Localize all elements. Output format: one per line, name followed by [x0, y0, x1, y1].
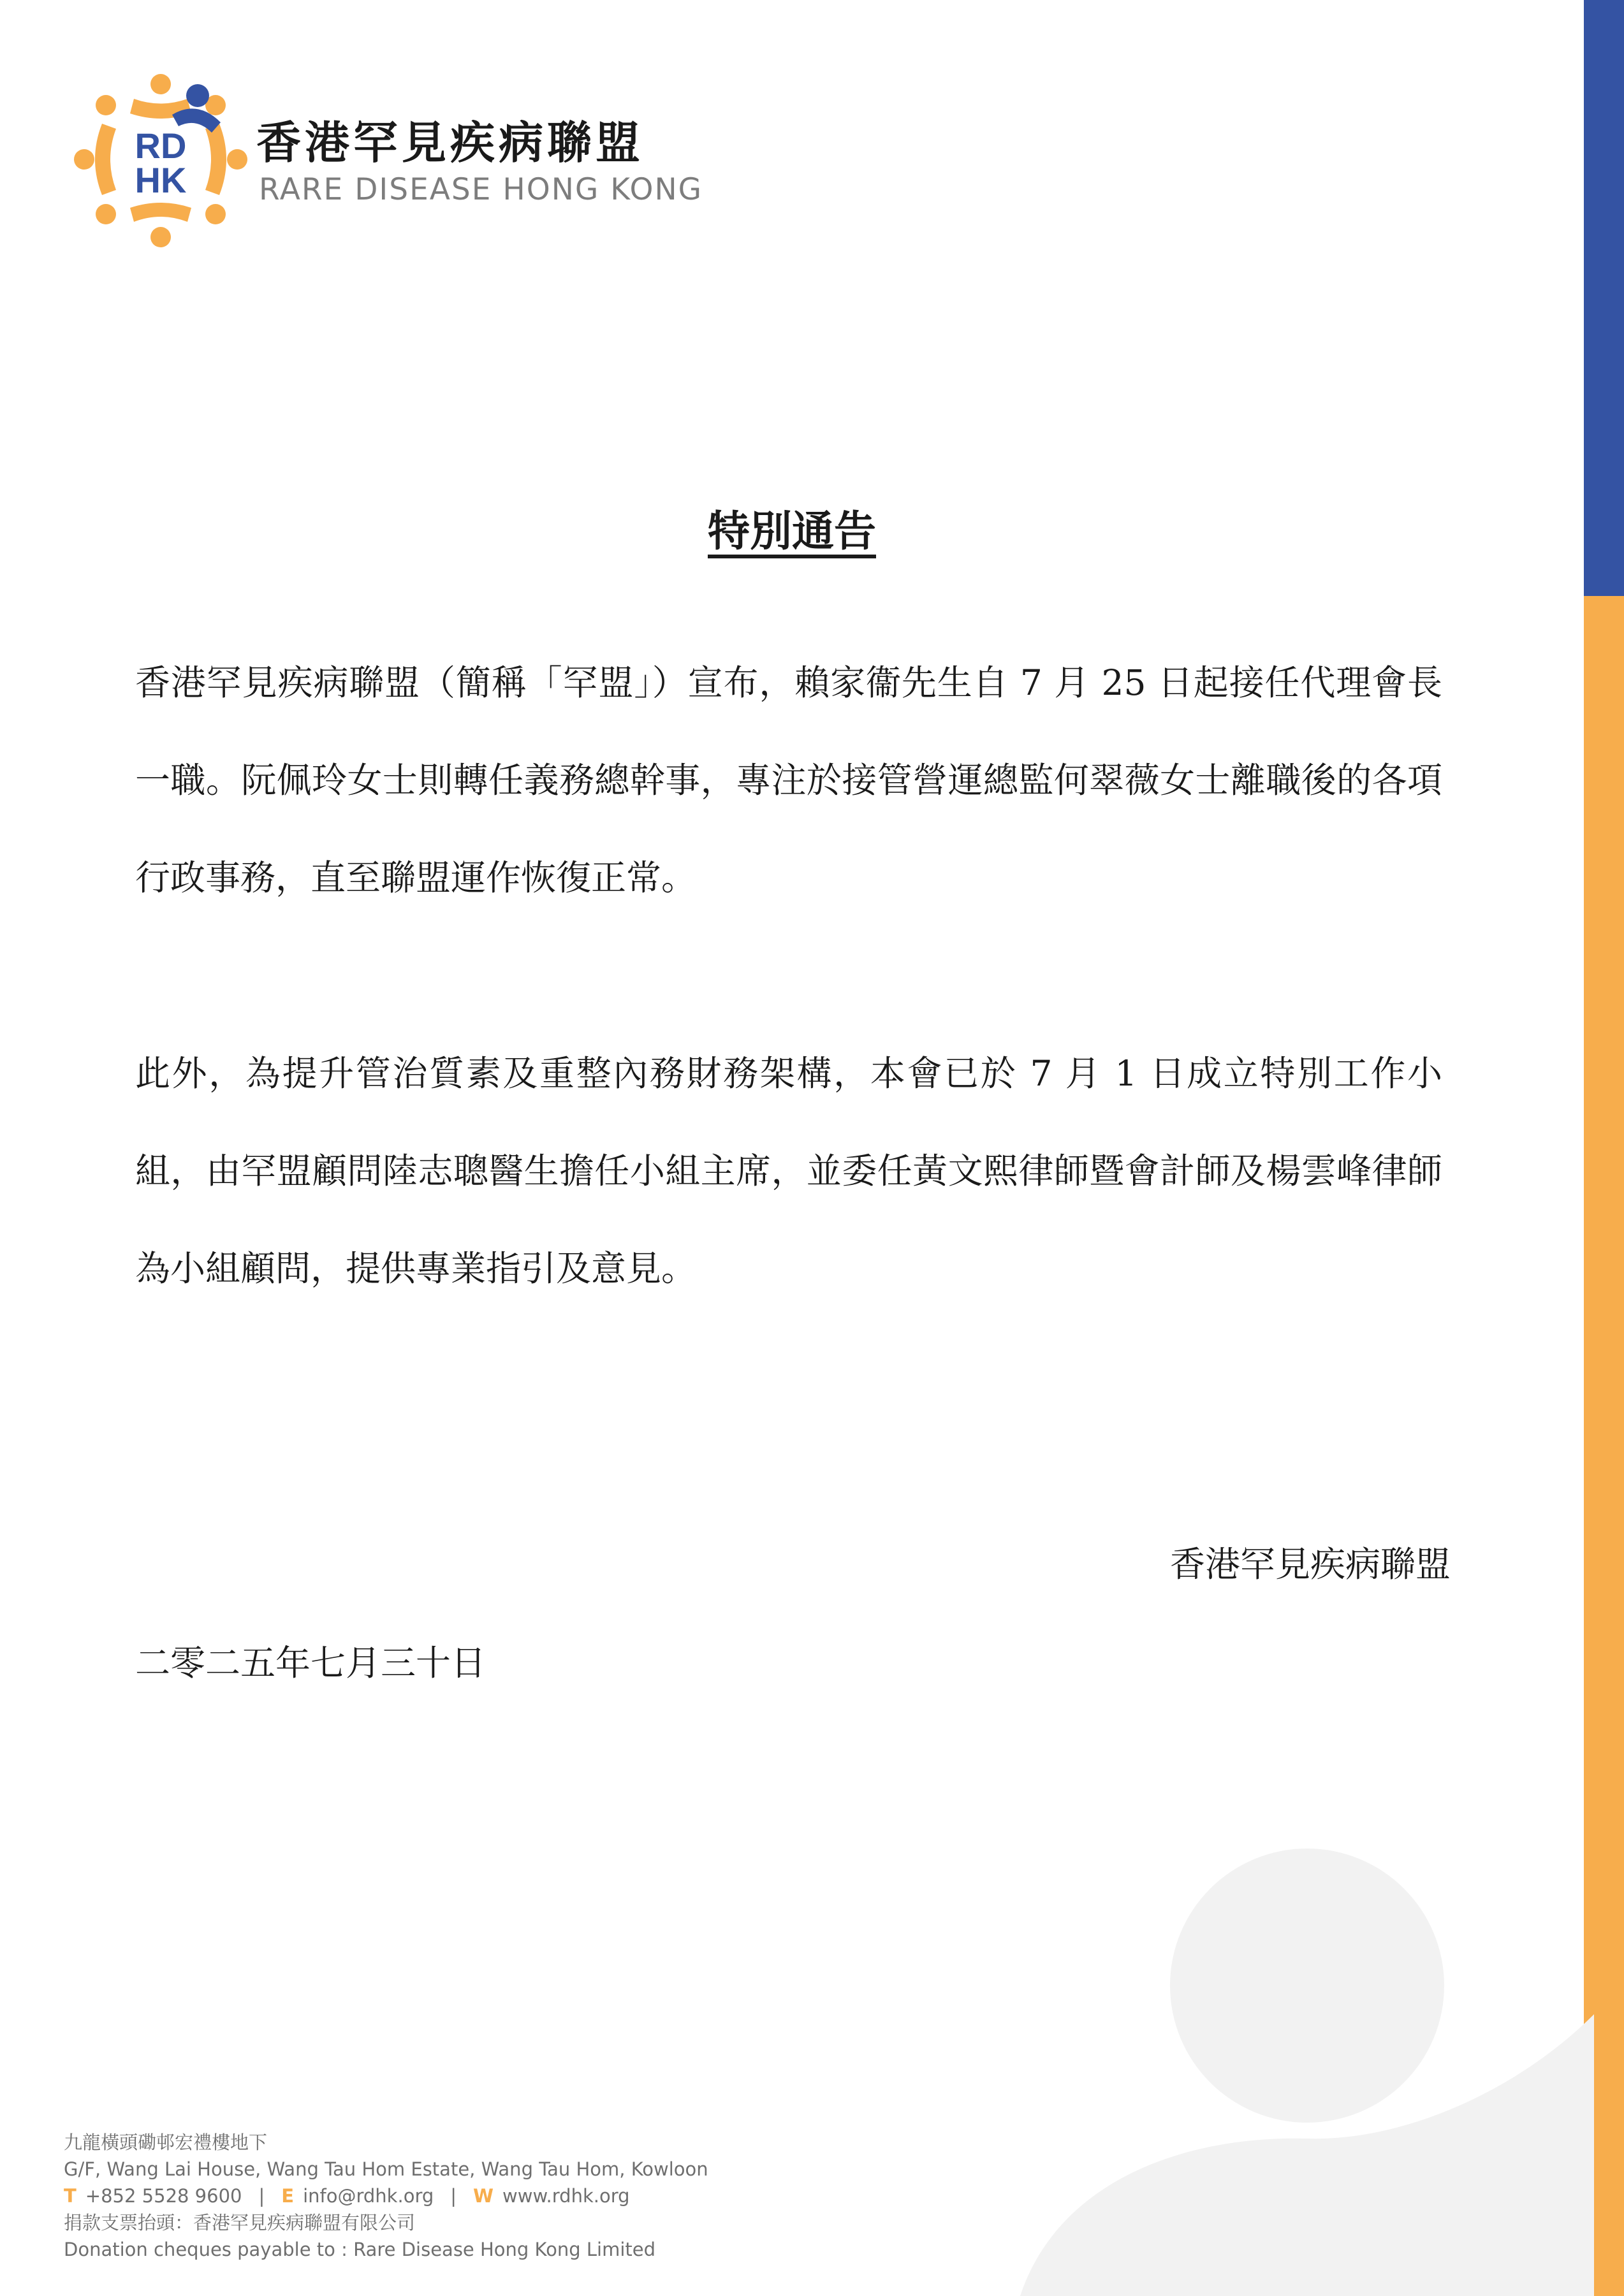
- notice-title: 特別通告: [708, 506, 876, 556]
- footer-address-english: G/F, Wang Lai House, Wang Tau Hom Estate, Wang Tau Hom, Kowloon: [64, 2158, 708, 2180]
- logo-abbr-top: RD: [135, 126, 187, 166]
- footer-cheque-english: Donation cheques payable to : Rare Disease Hong Kong Limited: [64, 2239, 655, 2260]
- watermark-figure-icon: [1020, 1849, 1594, 2296]
- email-label: E: [281, 2185, 295, 2207]
- notice-paragraph-2: 此外，為提升管治質素及重整內務財務架構，本會已於 7 月 1 日成立特別工作小組，由罕盟顧問陸志聰醫生擔任小組主席，並委任黃文熙律師暨會計師及楊雲峰律師為小組顧問，提供專業指引及意見。: [135, 1053, 1442, 1289]
- footer-phone: +852 5528 9600: [85, 2185, 242, 2207]
- footer-cheque-chinese: 捐款支票抬頭：香港罕見疾病聯盟有限公司: [64, 2212, 416, 2234]
- logo-abbr-bottom: HK: [135, 160, 187, 200]
- signature-organization: 香港罕見疾病聯盟: [1169, 1544, 1451, 1585]
- rdhk-logo: [70, 70, 703, 255]
- org-name-english: RARE DISEASE HONG KONG: [259, 172, 703, 207]
- logo-mark-icon: [70, 70, 252, 252]
- contact-separator: |: [258, 2185, 265, 2207]
- phone-label: T: [64, 2185, 77, 2207]
- org-name-chinese: 香港罕見疾病聯盟: [256, 117, 644, 169]
- footer-email: info@rdhk.org: [303, 2185, 434, 2207]
- contact-separator: |: [450, 2185, 457, 2207]
- web-label: W: [473, 2185, 494, 2207]
- notice-paragraph-1: 香港罕見疾病聯盟（簡稱「罕盟」）宣布，賴家衞先生自 7 月 25 日起接任代理會長一職。阮佩玲女士則轉任義務總幹事，專注於接管營運總監何翠薇女士離職後的各項行政事務，直至聯盟運作恢復正常。: [135, 662, 1442, 898]
- side-stripe-blue: [1584, 0, 1624, 596]
- footer-address-chinese: 九龍橫頭磡邨宏禮樓地下: [64, 2132, 268, 2153]
- footer: [64, 2129, 708, 2263]
- footer-contact-line: [64, 2183, 708, 2209]
- footer-website: www.rdhk.org: [502, 2185, 630, 2207]
- notice-date: 二零二五年七月三十日: [135, 1643, 486, 1683]
